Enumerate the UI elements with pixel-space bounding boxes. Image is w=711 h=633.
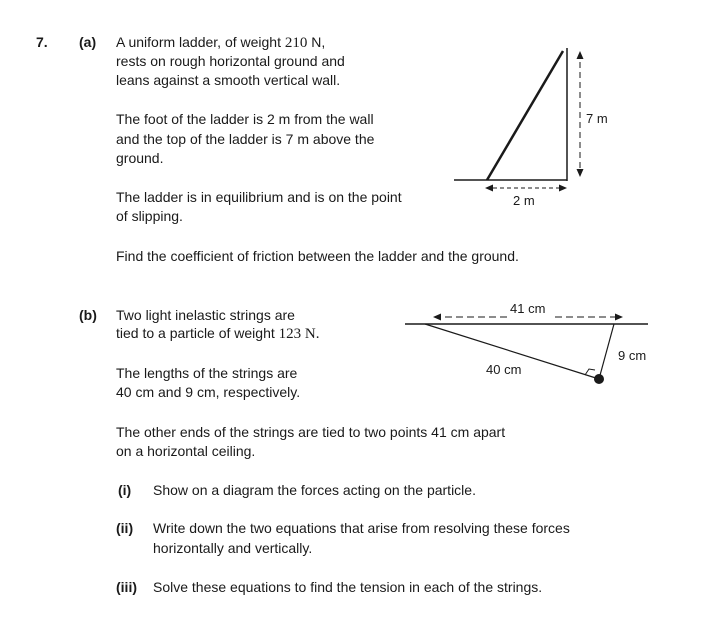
part-a-setup-line-1: The foot of the ladder is 2 m from the wall bbox=[116, 111, 374, 127]
height-label: 7 m bbox=[586, 111, 608, 126]
particle bbox=[594, 374, 604, 384]
subpart-ii-text-line-1: Write down the two equations that arise from resolving these forces bbox=[153, 520, 570, 536]
subpart-i-text: Show on a diagram the forces acting on the particle. bbox=[153, 482, 476, 498]
part-a-label: (a) bbox=[79, 34, 97, 50]
short-string bbox=[599, 324, 614, 379]
subpart-i-label: (i) bbox=[118, 482, 132, 498]
part-a-setup-line-2: and the top of the ladder is 7 m above the bbox=[116, 131, 375, 147]
part-b-lengths-line-2: 40 cm and 9 cm, respectively. bbox=[116, 384, 301, 400]
part-a-task: Find the coefficient of friction between the ladder and the ground. bbox=[116, 248, 519, 264]
part-b-label: (b) bbox=[79, 307, 97, 323]
subpart-iii-label: (iii) bbox=[116, 579, 137, 595]
subpart-iii-text: Solve these equations to find the tension in each of the strings. bbox=[153, 579, 543, 595]
subpart-ii-text-line-2: horizontally and vertically. bbox=[153, 540, 313, 556]
part-b-intro-line-1: Two light inelastic strings are bbox=[116, 307, 295, 323]
intro-text-end: N, bbox=[307, 34, 326, 50]
part-a-intro-line-3: leans against a smooth vertical wall. bbox=[116, 72, 341, 88]
part-a-condition-line-1: The ladder is in equilibrium and is on the point bbox=[116, 189, 402, 205]
span-label: 41 cm bbox=[510, 301, 546, 316]
ladder-line bbox=[487, 51, 563, 180]
intro-text: tied to a particle of weight bbox=[116, 325, 279, 341]
short-string-label: 9 cm bbox=[618, 348, 647, 363]
question-number: 7. bbox=[36, 34, 48, 50]
subpart-ii-label: (ii) bbox=[116, 520, 134, 536]
part-b-ceiling-line-1: The other ends of the strings are tied to two points 41 cm apart bbox=[116, 424, 506, 440]
intro-text: A uniform ladder, of weight bbox=[116, 34, 285, 50]
part-a-intro-line-2: rests on rough horizontal ground and bbox=[116, 53, 345, 69]
ladder-diagram bbox=[454, 48, 608, 208]
long-string-label: 40 cm bbox=[486, 362, 522, 377]
part-a-condition-line-2: of slipping. bbox=[116, 208, 183, 224]
strings-diagram bbox=[405, 301, 648, 384]
ladder-weight: 210 bbox=[284, 35, 308, 51]
right-angle-mark bbox=[585, 369, 595, 375]
particle-weight: 123 N. bbox=[278, 326, 320, 342]
part-b-ceiling-line-2: on a horizontal ceiling. bbox=[116, 443, 256, 459]
base-label: 2 m bbox=[513, 193, 535, 208]
part-a-setup-line-3: ground. bbox=[116, 150, 164, 166]
part-b-lengths-line-1: The lengths of the strings are bbox=[116, 365, 298, 381]
